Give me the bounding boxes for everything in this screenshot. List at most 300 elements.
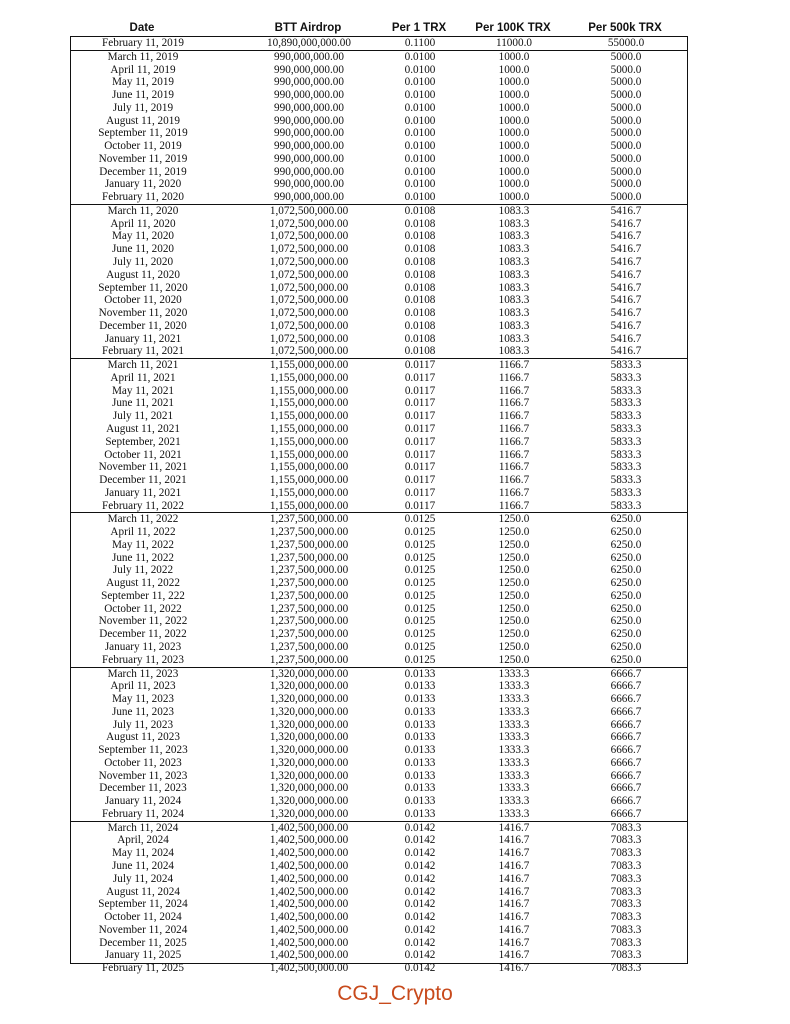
cell-date: January 11, 2021 [104, 332, 182, 345]
cell-per-100k-trx: 1083.3 [498, 307, 530, 320]
cell-per-1-trx: 0.0125 [404, 577, 436, 590]
cell-per-500k-trx: 5833.3 [610, 384, 642, 397]
cell-per-500k-trx: 6666.7 [610, 731, 642, 744]
cell-btt-airdrop: 990,000,000.00 [274, 101, 344, 114]
cell-date: April 11, 2021 [110, 371, 176, 384]
cell-btt-airdrop: 1,237,500,000.00 [269, 602, 349, 615]
table-row [71, 808, 687, 821]
cell-date: February 11, 2022 [102, 499, 184, 512]
cell-per-100k-trx: 1416.7 [498, 911, 530, 924]
cell-date: April 11, 2020 [110, 217, 176, 230]
cell-per-500k-trx: 5416.7 [610, 294, 642, 307]
cell-per-1-trx: 0.0100 [404, 114, 436, 127]
cell-per-100k-trx: 1000.0 [498, 76, 530, 89]
cell-date: December 11, 2020 [99, 319, 187, 332]
cell-date: September 11, 2024 [98, 898, 188, 911]
cell-per-500k-trx: 5000.0 [610, 63, 642, 76]
cell-per-500k-trx: 7083.3 [610, 911, 642, 924]
cell-per-500k-trx: 7083.3 [610, 821, 642, 834]
cell-btt-airdrop: 1,402,500,000.00 [269, 936, 349, 949]
cell-per-100k-trx: 1250.0 [498, 653, 530, 666]
cell-per-100k-trx: 1416.7 [498, 936, 530, 949]
cell-per-1-trx: 0.0133 [404, 807, 436, 820]
cell-per-100k-trx: 1250.0 [498, 577, 530, 590]
cell-per-100k-trx: 1083.3 [498, 294, 530, 307]
cell-per-1-trx: 0.0108 [404, 230, 436, 243]
cell-per-500k-trx: 6666.7 [610, 667, 642, 680]
cell-per-500k-trx: 5416.7 [610, 268, 642, 281]
cell-date: December 11, 2025 [99, 936, 187, 949]
cell-btt-airdrop: 990,000,000.00 [274, 76, 344, 89]
cell-per-100k-trx: 1250.0 [498, 615, 530, 628]
cell-btt-airdrop: 1,072,500,000.00 [269, 204, 349, 217]
cell-per-100k-trx: 1250.0 [498, 513, 530, 526]
table-row [71, 115, 687, 128]
cell-per-100k-trx: 1166.7 [498, 461, 530, 474]
cell-btt-airdrop: 1,237,500,000.00 [269, 564, 349, 577]
cell-btt-airdrop: 1,320,000,000.00 [269, 731, 349, 744]
cell-date: October 11, 2019 [104, 140, 182, 153]
cell-per-1-trx: 0.0117 [404, 499, 436, 512]
cell-per-500k-trx: 6666.7 [610, 718, 642, 731]
cell-per-500k-trx: 5416.7 [610, 256, 642, 269]
cell-btt-airdrop: 1,320,000,000.00 [269, 667, 349, 680]
cell-per-500k-trx: 5833.3 [610, 499, 642, 512]
cell-date: August 11, 2019 [106, 114, 180, 127]
cell-per-500k-trx: 6666.7 [610, 705, 642, 718]
cell-btt-airdrop: 1,072,500,000.00 [269, 217, 349, 230]
cell-date: June 11, 2022 [111, 551, 175, 564]
table-row [71, 757, 687, 770]
cell-btt-airdrop: 1,155,000,000.00 [269, 422, 349, 435]
cell-per-100k-trx: 1000.0 [498, 114, 530, 127]
cell-per-1-trx: 0.0133 [404, 795, 436, 808]
cell-per-500k-trx: 6250.0 [610, 589, 642, 602]
cell-btt-airdrop: 1,155,000,000.00 [269, 410, 349, 423]
cell-per-500k-trx: 6250.0 [610, 526, 642, 539]
cell-per-1-trx: 0.0117 [404, 461, 436, 474]
cell-btt-airdrop: 1,320,000,000.00 [269, 782, 349, 795]
cell-per-100k-trx: 1000.0 [498, 63, 530, 76]
cell-date: December 11, 2021 [99, 474, 187, 487]
cell-per-1-trx: 0.0142 [404, 898, 436, 911]
cell-per-1-trx: 0.0133 [404, 769, 436, 782]
cell-date: November 11, 2021 [98, 461, 188, 474]
cell-per-1-trx: 0.0108 [404, 217, 436, 230]
cell-btt-airdrop: 1,320,000,000.00 [269, 769, 349, 782]
table-row [71, 37, 687, 50]
table-row [71, 410, 687, 423]
cell-per-1-trx: 0.0125 [404, 526, 436, 539]
cell-date: October 11, 2021 [104, 448, 182, 461]
cell-btt-airdrop: 1,072,500,000.00 [269, 243, 349, 256]
cell-per-500k-trx: 5833.3 [610, 448, 642, 461]
table-row [71, 526, 687, 539]
cell-per-100k-trx: 1416.7 [498, 860, 530, 872]
cell-per-500k-trx: 7083.3 [610, 860, 642, 872]
table-row [71, 64, 687, 77]
cell-per-1-trx: 0.0133 [404, 718, 436, 731]
cell-per-500k-trx: 5833.3 [610, 410, 642, 423]
cell-btt-airdrop: 1,320,000,000.00 [269, 744, 349, 757]
table-row [71, 590, 687, 603]
cell-per-500k-trx: 5000.0 [610, 165, 642, 178]
cell-per-100k-trx: 1250.0 [498, 640, 530, 653]
cell-per-500k-trx: 6250.0 [610, 577, 642, 590]
cell-date: June 11, 2019 [111, 89, 175, 102]
table-row [71, 153, 687, 166]
table-row [71, 693, 687, 706]
cell-per-100k-trx: 1000.0 [498, 50, 530, 63]
cell-btt-airdrop: 1,155,000,000.00 [269, 359, 349, 372]
cell-per-100k-trx: 1333.3 [498, 769, 530, 782]
cell-btt-airdrop: 1,072,500,000.00 [269, 230, 349, 243]
cell-per-100k-trx: 1250.0 [498, 602, 530, 615]
cell-date: June 11, 2024 [111, 860, 175, 872]
cell-per-500k-trx: 7083.3 [610, 872, 642, 885]
cell-btt-airdrop: 990,000,000.00 [274, 50, 344, 63]
cell-date: December 11, 2023 [99, 782, 187, 795]
cell-btt-airdrop: 990,000,000.00 [274, 165, 344, 178]
cell-per-100k-trx: 1416.7 [498, 847, 530, 860]
cell-per-100k-trx: 1166.7 [498, 410, 530, 423]
cell-date: January 11, 2021 [104, 486, 182, 499]
cell-per-100k-trx: 1083.3 [498, 319, 530, 332]
cell-btt-airdrop: 1,155,000,000.00 [269, 486, 349, 499]
cell-per-100k-trx: 1416.7 [498, 834, 530, 847]
cell-per-500k-trx: 6250.0 [610, 551, 642, 564]
cell-per-500k-trx: 5416.7 [610, 243, 642, 256]
table-row [71, 89, 687, 102]
cell-per-100k-trx: 1083.3 [498, 217, 530, 230]
cell-btt-airdrop: 1,155,000,000.00 [269, 461, 349, 474]
table-row [71, 474, 687, 487]
cell-per-100k-trx: 1250.0 [498, 551, 530, 564]
cell-date: November 11, 2024 [98, 923, 188, 936]
cell-per-100k-trx: 1083.3 [498, 345, 530, 358]
table-row [71, 552, 687, 565]
cell-date: September 11, 222 [101, 589, 185, 602]
cell-per-500k-trx: 5000.0 [610, 76, 642, 89]
cell-per-100k-trx: 1166.7 [498, 435, 530, 448]
table-row [71, 282, 687, 295]
cell-per-1-trx: 0.0142 [404, 885, 436, 898]
cell-btt-airdrop: 990,000,000.00 [274, 152, 344, 165]
cell-date: July 11, 2022 [112, 564, 174, 577]
cell-per-500k-trx: 6250.0 [610, 653, 642, 666]
cell-per-100k-trx: 1416.7 [498, 962, 530, 975]
cell-per-500k-trx: 5833.3 [610, 371, 642, 384]
cell-per-500k-trx: 5000.0 [610, 50, 642, 63]
cell-per-500k-trx: 5416.7 [610, 281, 642, 294]
cell-btt-airdrop: 990,000,000.00 [274, 63, 344, 76]
cell-per-1-trx: 0.0133 [404, 782, 436, 795]
table-group [71, 512, 687, 666]
cell-date: January 11, 2023 [104, 640, 182, 653]
cell-btt-airdrop: 1,320,000,000.00 [269, 693, 349, 706]
cell-date: January 11, 2025 [104, 949, 182, 962]
table-row [71, 140, 687, 153]
cell-btt-airdrop: 1,237,500,000.00 [269, 513, 349, 526]
table-row [71, 487, 687, 500]
cell-per-1-trx: 0.0108 [404, 281, 436, 294]
cell-per-100k-trx: 1000.0 [498, 191, 530, 204]
cell-btt-airdrop: 10,890,000,000.00 [267, 37, 351, 49]
cell-btt-airdrop: 1,072,500,000.00 [269, 281, 349, 294]
cell-per-1-trx: 0.0117 [404, 397, 436, 410]
cell-per-100k-trx: 1250.0 [498, 589, 530, 602]
cell-per-1-trx: 0.0125 [404, 551, 436, 564]
cell-date: August 11, 2023 [106, 731, 180, 744]
table-row [71, 243, 687, 256]
cell-per-100k-trx: 1000.0 [498, 178, 530, 191]
table-row [71, 680, 687, 693]
cell-per-100k-trx: 1333.3 [498, 718, 530, 731]
cell-btt-airdrop: 1,155,000,000.00 [269, 448, 349, 461]
cell-per-1-trx: 0.0108 [404, 268, 436, 281]
cell-per-100k-trx: 1333.3 [498, 807, 530, 820]
table-group [71, 37, 687, 50]
cell-per-1-trx: 0.0125 [404, 564, 436, 577]
cell-per-100k-trx: 1333.3 [498, 731, 530, 744]
table-row [71, 641, 687, 654]
cell-per-1-trx: 0.1100 [404, 37, 436, 49]
cell-per-500k-trx: 5000.0 [610, 178, 642, 191]
cell-date: August 11, 2024 [106, 885, 180, 898]
cell-per-1-trx: 0.0125 [404, 653, 436, 666]
cell-per-1-trx: 0.0133 [404, 705, 436, 718]
table-row [71, 962, 687, 975]
cell-per-1-trx: 0.0100 [404, 165, 436, 178]
cell-date: May 11, 2020 [111, 230, 175, 243]
cell-per-100k-trx: 1333.3 [498, 705, 530, 718]
cell-per-1-trx: 0.0108 [404, 243, 436, 256]
cell-per-500k-trx: 6250.0 [610, 564, 642, 577]
cell-per-100k-trx: 1083.3 [498, 281, 530, 294]
cell-per-100k-trx: 1000.0 [498, 89, 530, 102]
cell-per-1-trx: 0.0133 [404, 680, 436, 693]
cell-btt-airdrop: 1,402,500,000.00 [269, 847, 349, 860]
cell-btt-airdrop: 1,320,000,000.00 [269, 807, 349, 820]
cell-per-500k-trx: 6666.7 [610, 744, 642, 757]
cell-per-1-trx: 0.0125 [404, 589, 436, 602]
cell-per-1-trx: 0.0133 [404, 731, 436, 744]
table-row [71, 397, 687, 410]
table-row [71, 822, 687, 835]
table-row [71, 770, 687, 783]
cell-per-500k-trx: 5416.7 [610, 319, 642, 332]
cell-per-100k-trx: 1416.7 [498, 872, 530, 885]
cell-per-500k-trx: 6250.0 [610, 628, 642, 641]
cell-date: June 11, 2020 [111, 243, 175, 256]
header-per-100k-trx: Per 100K TRX [475, 22, 551, 34]
table-row [71, 269, 687, 282]
cell-per-100k-trx: 1166.7 [498, 359, 530, 372]
cell-per-100k-trx: 1166.7 [498, 422, 530, 435]
cell-per-100k-trx: 1000.0 [498, 165, 530, 178]
table-row [71, 178, 687, 191]
cell-per-1-trx: 0.0142 [404, 923, 436, 936]
cell-per-1-trx: 0.0108 [404, 332, 436, 345]
header-date: Date [129, 22, 155, 34]
table-row [71, 911, 687, 924]
cell-per-100k-trx: 11000.0 [496, 37, 532, 49]
cell-per-1-trx: 0.0100 [404, 101, 436, 114]
table-group [71, 667, 687, 821]
cell-per-100k-trx: 1166.7 [498, 397, 530, 410]
cell-date: September 11, 2019 [98, 127, 188, 140]
cell-btt-airdrop: 1,402,500,000.00 [269, 949, 349, 962]
cell-per-100k-trx: 1416.7 [498, 923, 530, 936]
cell-btt-airdrop: 1,072,500,000.00 [269, 294, 349, 307]
cell-per-100k-trx: 1083.3 [498, 243, 530, 256]
cell-date: June 11, 2021 [111, 397, 175, 410]
cell-btt-airdrop: 1,402,500,000.00 [269, 898, 349, 911]
cell-date: March 11, 2024 [107, 821, 179, 834]
cell-date: February 11, 2019 [102, 37, 184, 49]
cell-btt-airdrop: 990,000,000.00 [274, 89, 344, 102]
cell-per-500k-trx: 5000.0 [610, 152, 642, 165]
table-row [71, 345, 687, 358]
cell-per-1-trx: 0.0125 [404, 628, 436, 641]
cell-btt-airdrop: 1,237,500,000.00 [269, 628, 349, 641]
cell-date: September, 2021 [105, 435, 181, 448]
cell-per-500k-trx: 5833.3 [610, 422, 642, 435]
table-row [71, 564, 687, 577]
cell-per-500k-trx: 6666.7 [610, 769, 642, 782]
cell-per-100k-trx: 1083.3 [498, 332, 530, 345]
cell-per-1-trx: 0.0100 [404, 152, 436, 165]
cell-btt-airdrop: 1,155,000,000.00 [269, 499, 349, 512]
cell-date: March 11, 2023 [107, 667, 179, 680]
cell-btt-airdrop: 990,000,000.00 [274, 114, 344, 127]
cell-per-500k-trx: 5416.7 [610, 307, 642, 320]
cell-per-500k-trx: 6250.0 [610, 615, 642, 628]
cell-date: November 11, 2019 [98, 152, 188, 165]
table-row [71, 191, 687, 204]
cell-per-100k-trx: 1166.7 [498, 499, 530, 512]
header-per-500k-trx: Per 500k TRX [588, 22, 662, 34]
cell-per-500k-trx: 5416.7 [610, 217, 642, 230]
cell-per-1-trx: 0.0125 [404, 513, 436, 526]
cell-per-500k-trx: 7083.3 [610, 885, 642, 898]
cell-per-1-trx: 0.0142 [404, 936, 436, 949]
cell-per-500k-trx: 5833.3 [610, 486, 642, 499]
cell-btt-airdrop: 1,237,500,000.00 [269, 653, 349, 666]
cell-per-100k-trx: 1166.7 [498, 384, 530, 397]
cell-date: March 11, 2020 [107, 204, 179, 217]
table-row [71, 372, 687, 385]
cell-per-500k-trx: 7083.3 [610, 936, 642, 949]
cell-date: February 11, 2023 [102, 653, 184, 666]
cell-per-1-trx: 0.0108 [404, 294, 436, 307]
cell-per-100k-trx: 1166.7 [498, 474, 530, 487]
cell-per-1-trx: 0.0142 [404, 949, 436, 962]
table-row [71, 873, 687, 886]
cell-per-500k-trx: 6666.7 [610, 782, 642, 795]
table-row [71, 719, 687, 732]
cell-per-500k-trx: 5416.7 [610, 230, 642, 243]
cell-date: November 11, 2020 [98, 307, 188, 320]
cell-date: January 11, 2024 [104, 795, 182, 808]
cell-per-100k-trx: 1333.3 [498, 667, 530, 680]
cell-per-1-trx: 0.0117 [404, 384, 436, 397]
cell-per-1-trx: 0.0142 [404, 872, 436, 885]
cell-per-1-trx: 0.0100 [404, 191, 436, 204]
cell-date: March 11, 2019 [107, 50, 179, 63]
cell-per-100k-trx: 1166.7 [498, 371, 530, 384]
cell-per-500k-trx: 5000.0 [610, 101, 642, 114]
table-row [71, 782, 687, 795]
cell-per-500k-trx: 7083.3 [610, 923, 642, 936]
cell-date: August 11, 2020 [106, 268, 180, 281]
cell-btt-airdrop: 1,072,500,000.00 [269, 268, 349, 281]
cell-per-100k-trx: 1333.3 [498, 782, 530, 795]
cell-date: February 11, 2021 [102, 345, 184, 358]
cell-btt-airdrop: 1,072,500,000.00 [269, 345, 349, 358]
cell-btt-airdrop: 1,155,000,000.00 [269, 384, 349, 397]
cell-date: February 11, 2020 [102, 191, 184, 204]
table-row [71, 436, 687, 449]
cell-btt-airdrop: 1,402,500,000.00 [269, 821, 349, 834]
table-row [71, 513, 687, 526]
cell-per-100k-trx: 1416.7 [498, 885, 530, 898]
cell-btt-airdrop: 1,155,000,000.00 [269, 397, 349, 410]
cell-date: February 11, 2025 [102, 962, 184, 975]
cell-per-500k-trx: 6666.7 [610, 807, 642, 820]
table-row [71, 706, 687, 719]
cell-btt-airdrop: 1,072,500,000.00 [269, 256, 349, 269]
cell-date: June 11, 2023 [111, 705, 175, 718]
cell-date: March 11, 2022 [107, 513, 179, 526]
cell-date: April 11, 2022 [110, 526, 176, 539]
cell-date: May 11, 2019 [111, 76, 175, 89]
cell-per-1-trx: 0.0108 [404, 256, 436, 269]
cell-per-1-trx: 0.0125 [404, 640, 436, 653]
cell-btt-airdrop: 1,402,500,000.00 [269, 911, 349, 924]
cell-per-100k-trx: 1333.3 [498, 795, 530, 808]
cell-per-100k-trx: 1416.7 [498, 821, 530, 834]
cell-date: July 11, 2023 [112, 718, 174, 731]
table-group [71, 358, 687, 512]
cell-btt-airdrop: 1,072,500,000.00 [269, 307, 349, 320]
cell-date: April 11, 2023 [110, 680, 176, 693]
cell-per-1-trx: 0.0117 [404, 359, 436, 372]
cell-per-100k-trx: 1250.0 [498, 628, 530, 641]
table-row [71, 102, 687, 115]
table-group [71, 50, 687, 204]
cell-per-500k-trx: 5000.0 [610, 140, 642, 153]
cell-btt-airdrop: 1,320,000,000.00 [269, 718, 349, 731]
cell-date: December 11, 2022 [99, 628, 187, 641]
cell-per-100k-trx: 1000.0 [498, 152, 530, 165]
table-row [71, 898, 687, 911]
cell-per-1-trx: 0.0108 [404, 345, 436, 358]
cell-per-1-trx: 0.0142 [404, 821, 436, 834]
cell-date: May 11, 2024 [111, 847, 175, 860]
cell-per-100k-trx: 1166.7 [498, 486, 530, 499]
cell-date: October 11, 2022 [104, 602, 182, 615]
cell-per-1-trx: 0.0142 [404, 847, 436, 860]
cell-btt-airdrop: 1,237,500,000.00 [269, 615, 349, 628]
cell-btt-airdrop: 1,072,500,000.00 [269, 319, 349, 332]
cell-per-100k-trx: 1333.3 [498, 693, 530, 706]
cell-per-500k-trx: 5416.7 [610, 345, 642, 358]
cell-per-500k-trx: 5833.3 [610, 474, 642, 487]
cell-per-1-trx: 0.0108 [404, 307, 436, 320]
cell-btt-airdrop: 1,237,500,000.00 [269, 538, 349, 551]
cell-btt-airdrop: 1,155,000,000.00 [269, 474, 349, 487]
